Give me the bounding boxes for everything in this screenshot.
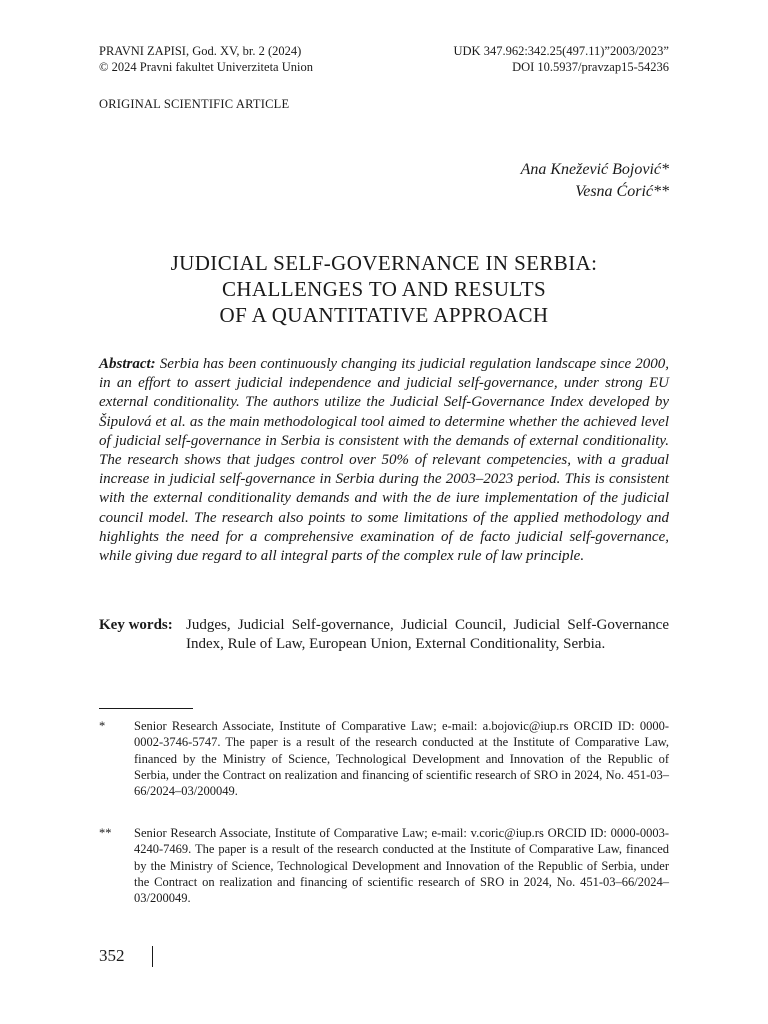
footnote-text: Senior Research Associate, Institute of Comparative Law; e-mail: a.bojovic@iup.rs ORCID ID: 0000-0002-3746-5747. The paper is a result of the research conducted at the Institute of Comparative Law, financed by the Ministry of Science, Technological Development and Innovation of the Republic of Serbia, under the Contract on realization and financing of scientific research of SRO in 2024, No. 451-03–66/2024–03/200049. xyxy=(134,719,669,799)
title-line: JUDICIAL SELF-GOVERNANCE IN SERBIA: xyxy=(170,251,598,275)
keywords-label: Key words: xyxy=(99,617,173,633)
footnote-mark: * xyxy=(99,719,106,733)
author-list xyxy=(521,159,669,203)
footnote xyxy=(99,718,669,799)
page-number: 352 xyxy=(99,946,125,965)
abstract-label: Abstract: xyxy=(99,356,156,372)
title-line: CHALLENGES TO AND RESULTS xyxy=(221,277,547,301)
title-line: OF A QUANTITATIVE APPROACH xyxy=(219,303,549,327)
doi: DOI 10.5937/pravzap15-54236 xyxy=(512,60,669,74)
author-name: Vesna Ćorić** xyxy=(575,183,669,200)
paper-page xyxy=(99,0,669,1024)
journal-citation: PRAVNI ZAPISI, God. XV, br. 2 (2024) xyxy=(99,44,302,58)
footnote xyxy=(99,825,669,906)
abstract xyxy=(99,355,669,566)
copyright-notice: © 2024 Pravni fakultet Univerziteta Union xyxy=(99,60,313,74)
keywords-text: Judges, Judicial Self-governance, Judicial Council, Judicial Self-Governance Index, Rule of Law, European Union, External Conditionality, Serbia. xyxy=(186,617,669,653)
author-name: Ana Knežević Bojović* xyxy=(520,161,669,178)
udk-code: UDK 347.962:342.25(497.11)”2003/2023” xyxy=(453,44,669,58)
keywords xyxy=(99,616,669,654)
footnote-mark: ** xyxy=(99,826,112,840)
abstract-text: Serbia has been continuously changing its judicial regulation landscape since 2000, in an effort to assert judicial independence and judicial self-governance, under strong EU external conditionality. The authors utilize the Judicial Self-Governance Index developed by Šipulová et al. as the main methodological tool aimed to determine whether the achieved level of judicial self-governance in Serbia is consistent with the demands of external conditionality. The research shows that judges control over 50% of relevant competencies, with a gradual increase in judicial self-governance in Serbia during the 2003–2023 period. This is consistent with the external conditionality demands and with the de iure implementation of the judicial council model. The research also points to some limitations of the applied methodology and highlights the need for a comprehensive examination of de facto judicial self-governance, while giving due regard to all integral parts of the complex rule of law principle. xyxy=(99,356,669,565)
article-type: ORIGINAL SCIENTIFIC ARTICLE xyxy=(99,97,290,111)
footnote-text: Senior Research Associate, Institute of Comparative Law; e-mail: v.coric@iup.rs ORCID ID: 0000-0003-4240-7469. The paper is a result of the research conducted at the Institute of Comparative Law, financed by the Ministry of Science, Technological Development and Innovation of the Republic of Serbia, under the Contract on realization and financing of scientific research of SRO in 2024, No. 451-03–66/2024–03/200049. xyxy=(134,826,669,906)
footnote-separator xyxy=(99,708,193,709)
paper-title xyxy=(99,250,669,328)
page-number-rule xyxy=(152,946,153,967)
running-header xyxy=(99,43,669,75)
